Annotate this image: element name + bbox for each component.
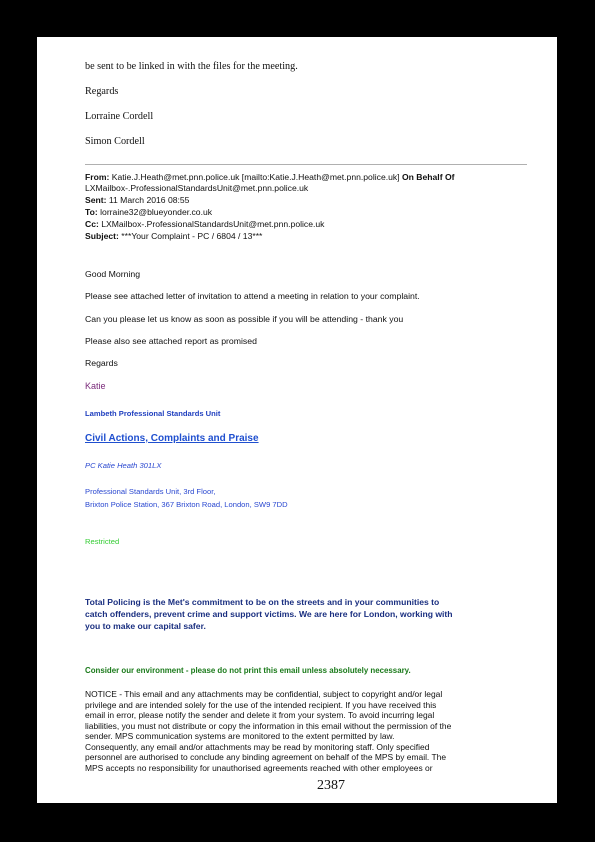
header-from: From: Katie.J.Heath@met.pnn.police.uk [mailto:Katie.J.Heath@met.pnn.police.uk] On Behalf Of: [85, 172, 455, 182]
notice-line: personnel are authorised to conclude any binding agreement on behalf of the MPS by email. The: [85, 752, 447, 762]
body-paragraph-3: Please also see attached report as promised: [85, 336, 257, 346]
policing-line-2: catch offenders, prevent crime and support victims. We are here for London, working with: [85, 609, 453, 619]
signature-officer: PC Katie Heath 301LX: [85, 461, 162, 470]
notice-line: sender. MPS communication systems are monitored to the extent permitted by law.: [85, 731, 395, 741]
body-sender-name: Katie: [85, 381, 106, 391]
signature-address-2: Brixton Police Station, 367 Brixton Road, London, SW9 7DD: [85, 500, 288, 509]
page-number: 2387: [317, 778, 345, 793]
classification-label: Restricted: [85, 537, 120, 546]
signature-link[interactable]: Civil Actions, Complaints and Praise: [85, 433, 259, 444]
policing-line-3: you to make our capital safer.: [85, 621, 206, 631]
notice-line: NOTICE - This email and any attachments may be confidential, subject to copyright and/or legal: [85, 689, 443, 699]
environment-note: Consider our environment - please do not print this email unless absolutely necessary.: [85, 666, 411, 675]
prev-email-signature-1: Lorraine Cordell: [85, 111, 154, 122]
header-divider: [85, 164, 527, 165]
header-on-behalf: LXMailbox-.ProfessionalStandardsUnit@met.pnn.police.uk: [85, 183, 309, 193]
header-cc: Cc: LXMailbox-.ProfessionalStandardsUnit@met.pnn.police.uk: [85, 219, 325, 229]
signature-unit: Lambeth Professional Standards Unit: [85, 409, 221, 418]
header-to: To: lorraine32@blueyonder.co.uk: [85, 207, 213, 217]
prev-email-regards: Regards: [85, 86, 119, 97]
header-sent: Sent: 11 March 2016 08:55: [85, 195, 190, 205]
policing-line-1: Total Policing is the Met's commitment to be on the streets and in your communities to: [85, 597, 440, 607]
header-subject: Subject: ***Your Complaint - PC / 6804 / 13***: [85, 231, 263, 241]
body-paragraph-2: Can you please let us know as soon as possible if you will be attending - thank you: [85, 314, 404, 324]
prev-email-line: be sent to be linked in with the files for the meeting.: [85, 61, 298, 72]
document-page: [37, 37, 557, 803]
notice-line: MPS accepts no responsibility for unauthorised agreements reached with other employees or: [85, 762, 433, 773]
prev-email-signature-2: Simon Cordell: [85, 136, 145, 147]
body-regards: Regards: [85, 358, 118, 368]
notice-line: Consequently, any email and/or attachments may be read by monitoring staff. Only specified: [85, 741, 430, 752]
signature-address-1: Professional Standards Unit, 3rd Floor,: [85, 487, 216, 496]
notice-line: privilege and are intended solely for the use of the intended recipient. If you have received this: [85, 699, 437, 710]
notice-line: liabilities, you must not distribute or copy the information in this email without the permission of the: [85, 720, 452, 731]
notice-line: email in error, please notify the sender and delete it from your system. To avoid incurring legal: [85, 710, 435, 720]
body-paragraph-1: Please see attached letter of invitation to attend a meeting in relation to your complaint.: [85, 291, 420, 301]
body-greeting: Good Morning: [85, 269, 141, 279]
